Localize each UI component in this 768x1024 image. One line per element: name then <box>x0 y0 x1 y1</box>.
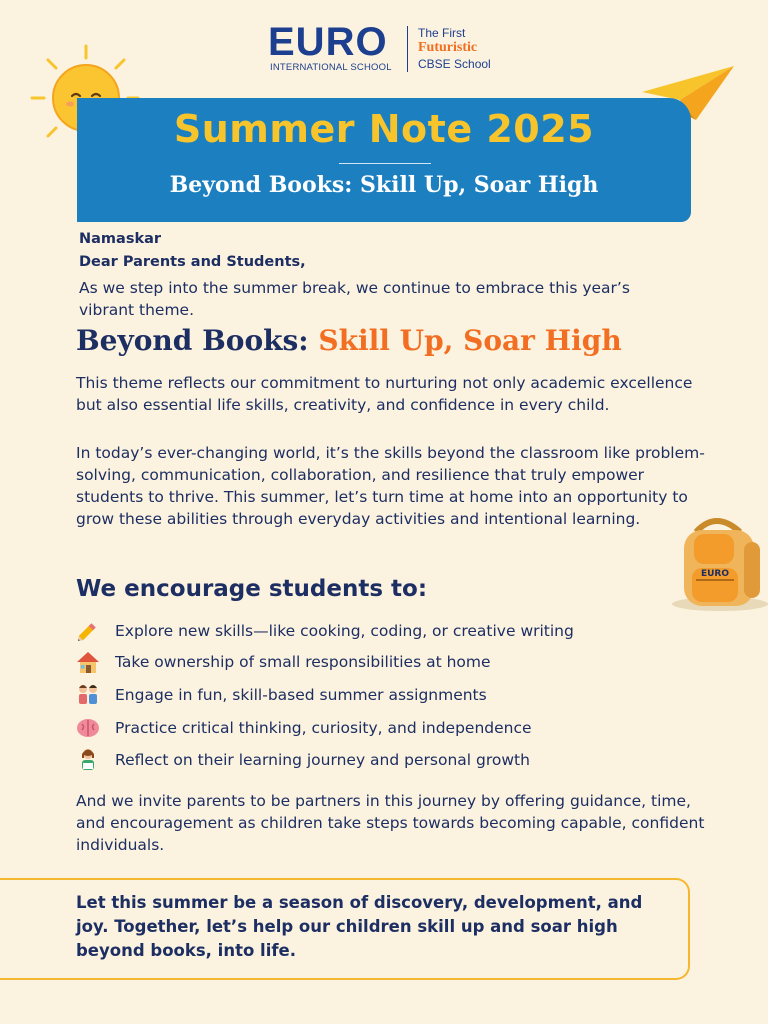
logo-divider <box>407 26 408 72</box>
theme-heading <box>76 324 622 357</box>
banner-subtitle: Beyond Books: Skill Up, Soar High <box>169 172 599 198</box>
pencil-icon <box>75 618 101 644</box>
list-item <box>75 682 487 708</box>
intro-paragraph: As we step into the summer break, we continue to embrace this year’s vibrant theme. <box>79 279 630 319</box>
banner-title: Summer Note 2025 <box>173 107 595 151</box>
tagline-line-1: The First <box>418 26 466 40</box>
list-item-text: Engage in fun, skill-based summer assignments <box>115 686 487 704</box>
school-logo-subtitle: INTERNATIONAL SCHOOL <box>270 62 392 73</box>
list-item <box>75 715 532 741</box>
backpack-icon <box>666 512 768 612</box>
brain-icon <box>75 715 101 741</box>
list-item-text: Explore new skills—like cooking, coding, or creative writing <box>115 622 574 640</box>
children-icon <box>75 682 101 708</box>
encourage-heading: We encourage students to: <box>76 576 428 602</box>
list-item <box>75 618 574 644</box>
greeting-namaskar: Namaskar <box>79 231 162 247</box>
list-item-text: Reflect on their learning journey and personal growth <box>115 751 530 769</box>
list-item <box>75 649 491 675</box>
closing-message: Let this summer be a season of discovery, development, and joy. Together, let’s help our children skill up and soar high beyond books, into life. <box>76 893 643 960</box>
house-icon <box>75 649 101 675</box>
skills-paragraph: In today’s ever-changing world, it’s the skills beyond the classroom like problem-solving, communication, collaboration, and resilience that truly empower students to thrive. This summer, let’s turn time at home into an opportunity to grow these abilities through everyday activities and intentional learning. <box>76 444 705 528</box>
theme-heading-accent: Skill Up, Soar High <box>318 324 622 357</box>
theme-paragraph: This theme reflects our commitment to nurturing not only academic excellence but also essential life skills, creativity, and confidence in every child. <box>76 374 693 414</box>
theme-heading-part1: Beyond Books: <box>76 324 319 357</box>
tagline-line-3: CBSE School <box>418 57 491 71</box>
list-item-text: Take ownership of small responsibilities at home <box>115 653 491 671</box>
tagline-line-2: Futuristic <box>418 40 478 55</box>
list-item <box>75 747 530 773</box>
backpack-label: EURO <box>700 569 730 579</box>
list-item-text: Practice critical thinking, curiosity, and independence <box>115 719 532 737</box>
reading-girl-icon <box>75 747 101 773</box>
greeting-salutation: Dear Parents and Students, <box>79 254 306 270</box>
school-logo-wordmark: EURO <box>268 20 388 64</box>
parents-paragraph: And we invite parents to be partners in this journey by offering guidance, time, and encouragement as children take steps towards becoming capable, confident individuals. <box>76 792 705 854</box>
banner-divider <box>339 163 431 164</box>
